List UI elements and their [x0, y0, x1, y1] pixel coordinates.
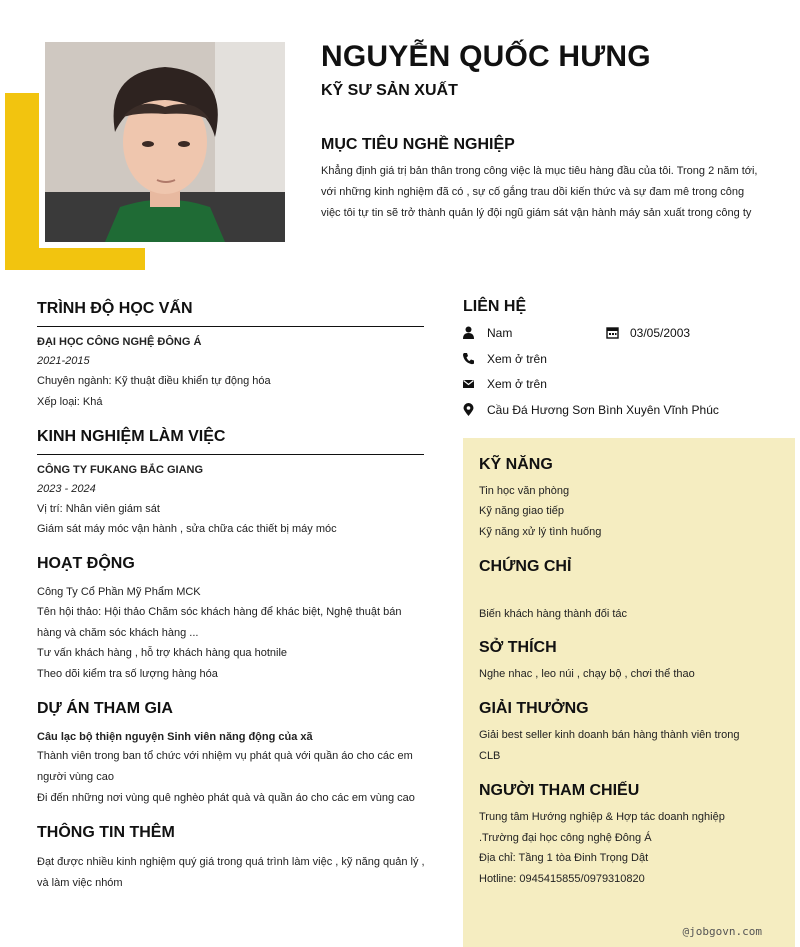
objective-line: Khẳng định giá trị bản thân trong công việc là mục tiêu hàng đầu của tôi. Trong 2 năm tới,: [321, 165, 758, 177]
calendar-icon: [606, 326, 619, 344]
activities-title: HOẠT ĐỘNG: [37, 555, 135, 572]
candidate-name: NGUYỄN QUỐC HƯNG: [321, 40, 651, 73]
certificate-item: Biến khách hàng thành đối tác: [479, 608, 628, 620]
reference-line: Hotline: 0945415855/0979310820: [479, 873, 645, 885]
hobbies-text: Nghe nhac , leo núi , chạy bộ , chơi thể thao: [479, 668, 695, 680]
extra-info-title: THÔNG TIN THÊM: [37, 824, 175, 841]
education-school: ĐẠI HỌC CÔNG NGHỆ ĐÔNG Á: [37, 336, 202, 348]
contact-title: LIÊN HỆ: [463, 298, 527, 315]
objective-text: [321, 161, 766, 224]
phone-icon: [462, 352, 475, 370]
education-title: TRÌNH ĐỘ HỌC VẤN: [37, 300, 193, 317]
project-name: Câu lạc bộ thiện nguyện Sinh viên năng động của xã: [37, 731, 313, 743]
education-grade: Xếp loại: Khá: [37, 396, 103, 408]
skill-item: Kỹ năng xử lý tình huống: [479, 526, 602, 538]
mail-icon: [462, 377, 475, 395]
contact-phone: Xem ở trên: [487, 352, 547, 366]
project-line: Đi đến những nơi vùng quê nghèo phát quà và quần áo cho các em vùng cao: [37, 792, 415, 804]
activity-line: Theo dõi kiểm tra số lượng hàng hóa: [37, 668, 218, 680]
activity-line: Tên hội thảo: Hội thảo Chăm sóc khách hàng để khác biệt, Nghệ thuật bán: [37, 606, 402, 618]
job-title: KỸ SƯ SẢN XUẤT: [321, 82, 458, 99]
contact-gender: Nam: [487, 326, 513, 340]
extra-info-line: Đạt được nhiều kinh nghiệm quý giá trong quá trình làm việc , kỹ năng quản lý ,: [37, 856, 425, 868]
education-divider: [37, 326, 424, 327]
award-line: CLB: [479, 750, 501, 762]
awards-title: GIẢI THƯỞNG: [479, 700, 589, 717]
reference-line: Trung tâm Hướng nghiệp & Hợp tác doanh nghiệp: [479, 811, 725, 823]
experience-title: KINH NGHIỆM LÀM VIỆC: [37, 428, 226, 445]
experience-position: Vị trí: Nhân viên giám sát: [37, 503, 160, 515]
references-title: NGƯỜI THAM CHIẾU: [479, 782, 640, 799]
project-line: người vùng cao: [37, 771, 114, 783]
hobbies-title: SỞ THÍCH: [479, 639, 557, 656]
project-line: Thành viên trong ban tổ chức với nhiệm vụ phát quà với quần áo cho các em: [37, 750, 413, 762]
objective-line: với những kinh nghiệm đã có , sự cố gắng trau dồi kiến thức và sự đam mê trong công: [321, 186, 745, 198]
award-line: Giải best seller kinh doanh bán hàng thành viên trong: [479, 729, 740, 741]
watermark: @jobgovn.com: [682, 925, 762, 938]
location-pin-icon: [462, 403, 475, 421]
projects-title: DỰ ÁN THAM GIA: [37, 700, 173, 717]
activity-line: Tư vấn khách hàng , hỗ trợ khách hàng qua hotnile: [37, 647, 288, 659]
objective-line: việc tôi tự tin sẽ trở thành quản lý đội ngũ giám sát vận hành máy sản xuất trong công ty: [321, 207, 752, 219]
extra-info-line: và làm việc nhóm: [37, 877, 123, 889]
experience-period: 2023 - 2024: [37, 483, 96, 495]
activity-line: hàng và chăm sóc khách hàng ...: [37, 627, 199, 639]
reference-line: .Trường đại học công nghệ Đông Á: [479, 832, 652, 844]
experience-description: Giám sát máy móc vận hành , sửa chữa các thiết bị máy móc: [37, 523, 337, 535]
profile-photo: [45, 42, 285, 242]
experience-divider: [37, 454, 424, 455]
education-major: Chuyên ngành: Kỹ thuật điều khiển tự động hóa: [37, 375, 271, 387]
experience-company: CÔNG TY FUKANG BẮC GIANG: [37, 464, 204, 476]
skills-title: KỸ NĂNG: [479, 456, 553, 473]
contact-birthday: 03/05/2003: [630, 326, 691, 340]
skill-item: Kỹ năng giao tiếp: [479, 505, 565, 517]
certificates-title: CHỨNG CHỈ: [479, 558, 572, 575]
activity-line: Công Ty Cổ Phần Mỹ Phẩm MCK: [37, 586, 201, 598]
skill-item: Tin học văn phòng: [479, 485, 570, 497]
contact-address: Cầu Đá Hương Sơn Bình Xuyên Vĩnh Phúc: [487, 403, 719, 417]
person-icon: [462, 326, 475, 344]
objective-title: MỤC TIÊU NGHỀ NGHIỆP: [321, 136, 515, 153]
contact-email: Xem ở trên: [487, 377, 547, 391]
education-period: 2021-2015: [37, 355, 90, 367]
reference-line: Địa chỉ: Tầng 1 tòa Đinh Trọng Dật: [479, 852, 649, 864]
